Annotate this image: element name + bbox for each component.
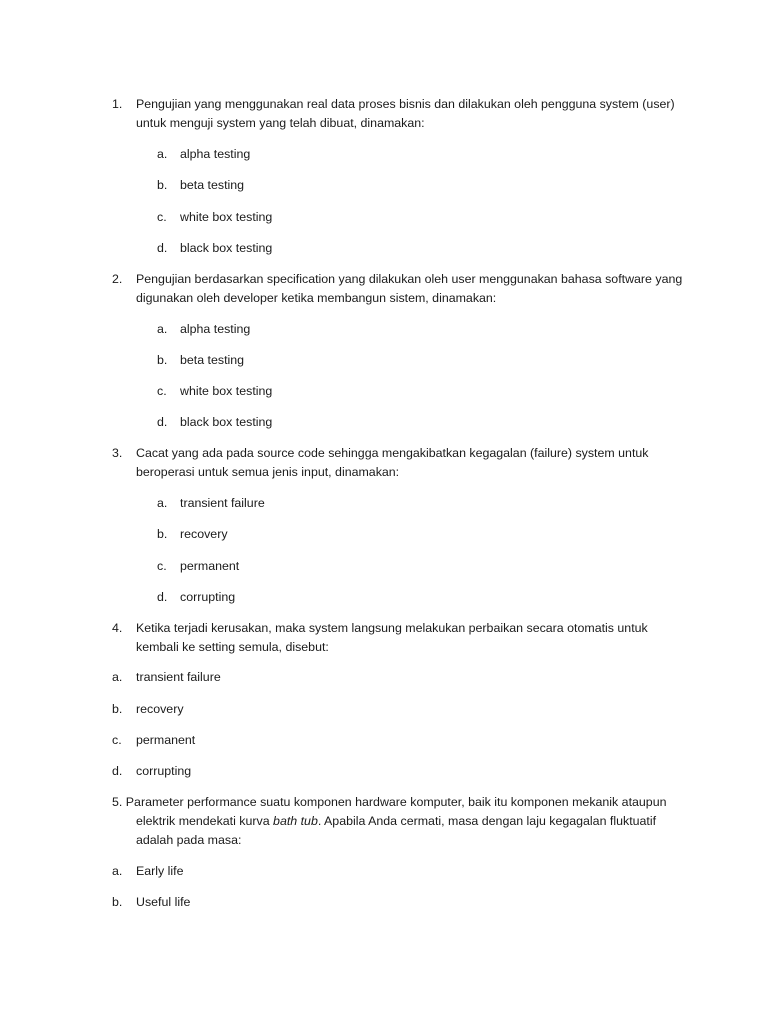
option-letter: c. (157, 384, 167, 398)
option-letter: a. (157, 322, 168, 336)
option-text: Early life (136, 864, 184, 878)
option-text: transient failure (136, 670, 221, 684)
option-letter: b. (157, 527, 168, 541)
question-3 (112, 444, 692, 482)
question-2 (112, 270, 692, 308)
question-number: 5. (112, 795, 123, 809)
option-text: black box testing (180, 415, 273, 429)
question-number: 3. (112, 446, 123, 460)
option-text: beta testing (180, 353, 245, 367)
option-text: Useful life (136, 895, 191, 909)
option-text: permanent (136, 733, 196, 747)
question-text-end: . Apabila Anda cermati, masa dengan laju kegagalan fluktuatif adalah pada masa: (136, 814, 657, 847)
question-number: 2. (112, 272, 123, 286)
option-text: alpha testing (180, 147, 251, 161)
question-number: 4. (112, 621, 123, 635)
option-letter: a. (157, 496, 168, 510)
option-text: white box testing (180, 210, 273, 224)
option-letter: d. (157, 590, 168, 604)
option-letter: c. (157, 559, 167, 573)
question-text-italic: bath tub (273, 814, 318, 828)
option-letter: b. (157, 178, 168, 192)
question-number: 1. (112, 97, 123, 111)
option-letter: a. (157, 147, 168, 161)
question-text (112, 793, 692, 850)
option-text: corrupting (180, 590, 236, 604)
option-text: recovery (136, 702, 184, 716)
option-letter: a. (112, 864, 123, 878)
option-text: black box testing (180, 241, 273, 255)
option-letter: d. (112, 764, 123, 778)
option-text: alpha testing (180, 322, 251, 336)
option-text: recovery (180, 527, 228, 541)
option-text: white box testing (180, 384, 273, 398)
option-letter: b. (112, 895, 123, 909)
question-text: Cacat yang ada pada source code sehingga mengakibatkan kegagalan (failure) system untuk beroperasi untuk semua jenis input, dinamakan: (136, 446, 649, 479)
option-letter: d. (157, 415, 168, 429)
question-text: Ketika terjadi kerusakan, maka system langsung melakukan perbaikan secara otomatis untuk kembali ke setting semula, disebut: (136, 621, 648, 654)
option-letter: d. (157, 241, 168, 255)
option-text: permanent (180, 559, 240, 573)
option-letter: a. (112, 670, 123, 684)
option-letter: c. (157, 210, 167, 224)
option-text: beta testing (180, 178, 245, 192)
option-text: transient failure (180, 496, 265, 510)
question-1 (112, 95, 692, 133)
option-letter: c. (112, 733, 122, 747)
question-text: Pengujian yang menggunakan real data proses bisnis dan dilakukan oleh pengguna system (user) untuk menguji system yang telah dibuat, dinamakan: (136, 97, 675, 130)
question-text: Pengujian berdasarkan specification yang dilakukan oleh user menggunakan bahasa software yang digunakan oleh developer ketika membangun sistem, dinamakan: (136, 272, 683, 305)
question-5 (112, 793, 692, 850)
option-letter: b. (112, 702, 123, 716)
option-letter: b. (157, 353, 168, 367)
question-text-start: Parameter performance suatu komponen hardware komputer, baik itu komponen mekanik ataupun elektrik mendekati kurva (125, 795, 667, 828)
option-text: corrupting (136, 764, 192, 778)
question-4 (112, 619, 692, 657)
